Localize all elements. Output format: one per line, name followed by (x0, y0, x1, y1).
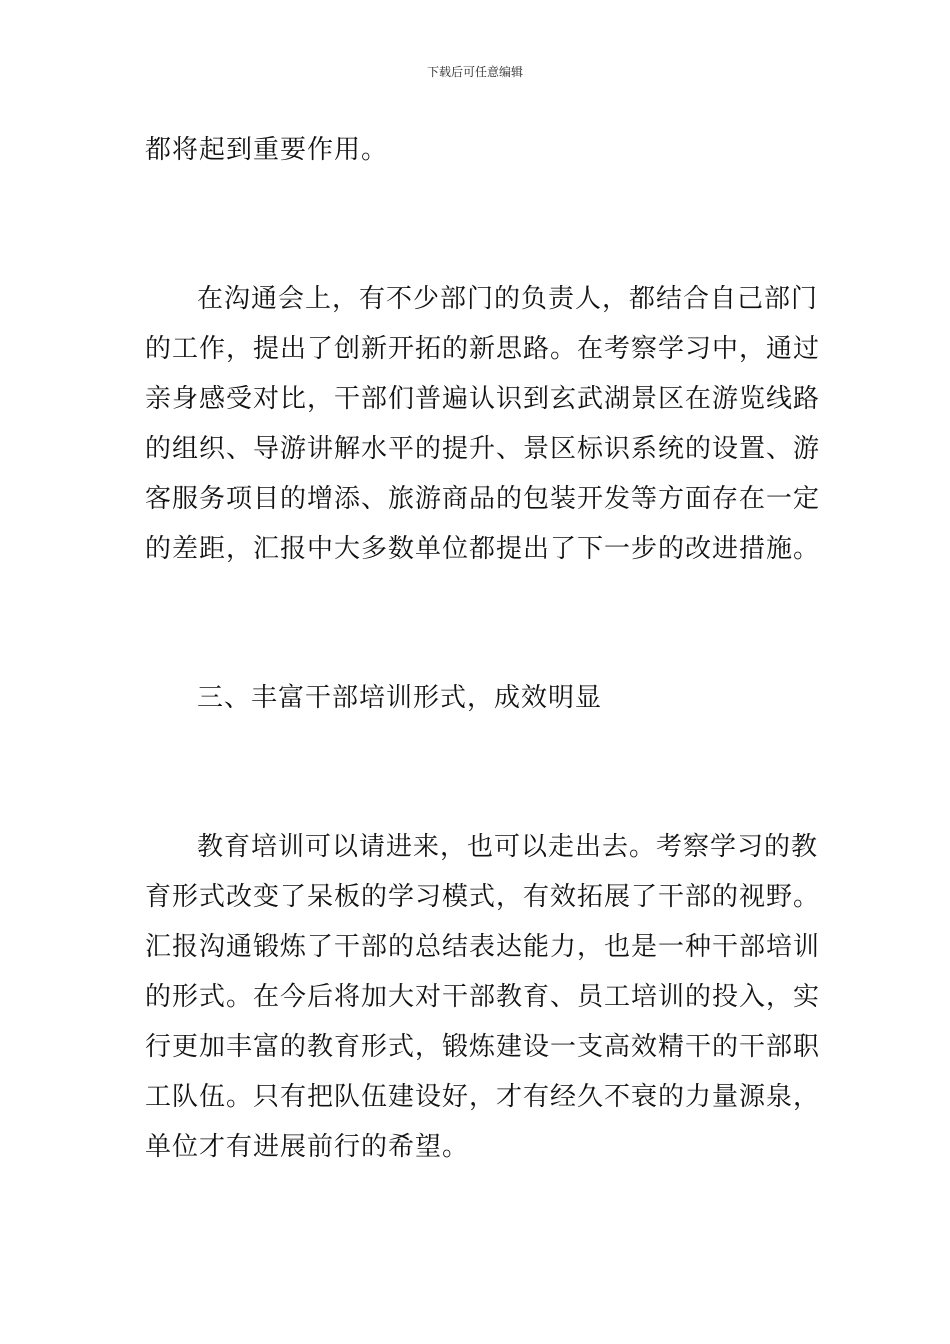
paragraph-line: 教育培训可以请进来，也可以走出去。考察学习的教 (197, 832, 819, 862)
paragraph-line: 客服务项目的增添、旅游商品的包装开发等方面存在一定 (145, 484, 821, 514)
paragraph-line: 汇报沟通锻炼了干部的总结表达能力，也是一种干部培训 (145, 932, 821, 962)
paragraph-line: 育形式改变了呆板的学习模式，有效拓展了干部的视野。 (145, 882, 821, 912)
paragraph-line: 在沟通会上，有不少部门的负责人，都结合自己部门 (197, 284, 819, 314)
paragraph-line: 亲身感受对比，干部们普遍认识到玄武湖景区在游览线路 (145, 384, 821, 414)
paragraph-line: 行更加丰富的教育形式，锻炼建设一支高效精干的干部职 (145, 1032, 821, 1062)
paragraph-line: 工队伍。只有把队伍建设好，才有经久不衰的力量源泉， (145, 1082, 821, 1112)
paragraph-line: 的形式。在今后将加大对干部教育、员工培训的投入，实 (145, 982, 821, 1012)
section-heading: 三、丰富干部培训形式，成效明显 (197, 683, 603, 713)
paragraph-line: 单位才有进展前行的希望。 (145, 1132, 470, 1162)
paragraph-line: 的工作，提出了创新开拓的新思路。在考察学习中，通过 (145, 334, 821, 364)
page-header: 下载后可任意编辑 (426, 65, 523, 79)
paragraph-line: 都将起到重要作用。 (145, 135, 389, 165)
paragraph-line: 的组织、导游讲解水平的提升、景区标识系统的设置、游 (145, 434, 821, 464)
paragraph-line: 的差距，汇报中大多数单位都提出了下一步的改进措施。 (145, 534, 821, 564)
